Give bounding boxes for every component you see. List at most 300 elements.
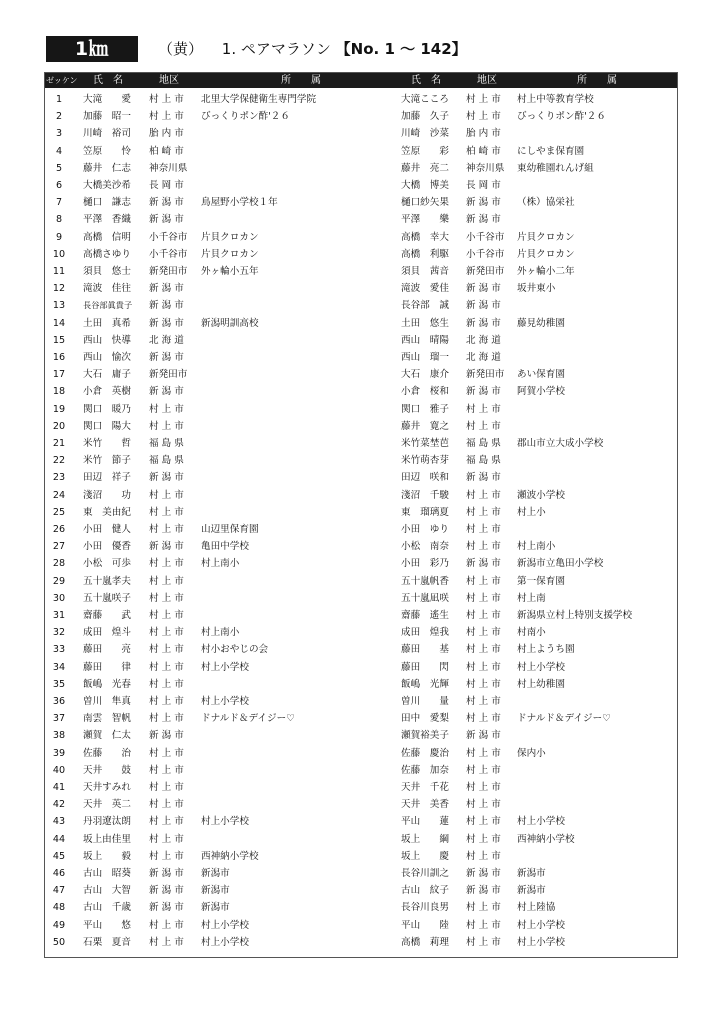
cell-no: 29 xyxy=(52,575,66,587)
cell-n1: 米竹 哲 xyxy=(83,438,131,449)
distance-badge: 1㎞ xyxy=(46,36,138,62)
cell-n2: 大滝こころ xyxy=(401,94,449,105)
cell-n1: 田辺 祥子 xyxy=(83,472,131,484)
cell-no: 36 xyxy=(52,696,66,707)
header-name-1: 氏 名 xyxy=(93,75,123,86)
table-row xyxy=(45,418,677,435)
cell-r2: 村 上 市 xyxy=(466,816,501,828)
cell-r2: 村 上 市 xyxy=(466,936,501,948)
cell-n2: 藤井 寛之 xyxy=(401,420,449,432)
header-region-1: 地区 xyxy=(159,75,179,86)
page-title xyxy=(158,38,467,60)
cell-a2: （株）協栄社 xyxy=(517,197,575,209)
cell-no: 26 xyxy=(52,524,66,535)
header-affiliation-1: 所 属 xyxy=(281,75,321,86)
cell-no: 40 xyxy=(52,764,66,776)
cell-n2: 笠原 彩 xyxy=(401,145,449,157)
cell-r2: 北 海 道 xyxy=(466,334,501,346)
cell-no: 41 xyxy=(52,782,66,793)
cell-n2: 小田 彩乃 xyxy=(401,558,449,570)
cell-a2: ドナルド＆デイジー♡ xyxy=(517,713,611,725)
cell-r2: 新 潟 市 xyxy=(466,472,501,484)
cell-a1: 村上南小 xyxy=(201,627,240,639)
cell-r1: 村 上 市 xyxy=(149,678,184,690)
cell-r2: 村 上 市 xyxy=(466,678,501,690)
cell-r2: 村 上 市 xyxy=(466,489,501,501)
cell-a1: 村上小学校 xyxy=(201,936,249,948)
cell-n1: 古山 大智 xyxy=(83,885,131,897)
cell-n1: 高橋 信明 xyxy=(83,231,131,243)
cell-r2: 村 上 市 xyxy=(466,747,501,759)
cell-a1: 村上小学校 xyxy=(201,816,249,828)
cell-r1: 村 上 市 xyxy=(149,661,184,673)
table-row xyxy=(45,934,677,951)
cell-a1: 村上小学校 xyxy=(201,919,249,931)
cell-a2: 村上小学校 xyxy=(517,936,565,948)
cell-n2: 曽川 量 xyxy=(401,696,449,707)
cell-n2: 平山 蓮 xyxy=(401,816,449,828)
table-row xyxy=(45,882,677,899)
cell-n2: 古山 紋子 xyxy=(401,885,449,897)
table-row xyxy=(45,91,677,108)
cell-no: 31 xyxy=(52,610,66,621)
cell-r1: 村 上 市 xyxy=(149,575,184,587)
cell-a1: 亀田中学校 xyxy=(201,541,249,553)
cell-n2: 藤田 基 xyxy=(401,644,449,656)
cell-n1: 天井 英二 xyxy=(83,799,131,811)
cell-a2: 新潟市立亀田小学校 xyxy=(517,558,604,570)
cell-no: 14 xyxy=(52,317,66,329)
cell-a1: 片貝クロカン xyxy=(201,231,259,243)
cell-no: 30 xyxy=(52,592,66,604)
cell-n1: 淺沼 功 xyxy=(83,489,131,501)
cell-a2: 村上ようち園 xyxy=(517,644,575,656)
header-region-2: 地区 xyxy=(477,75,497,86)
cell-r2: 村 上 市 xyxy=(466,902,501,914)
entry-table xyxy=(44,72,678,958)
cell-r2: 小千谷市 xyxy=(466,248,505,260)
cell-r2: 北 海 道 xyxy=(466,352,501,363)
cell-no: 9 xyxy=(55,231,63,243)
cell-r2: 村 上 市 xyxy=(466,764,501,776)
cell-n1: 小倉 英樹 xyxy=(83,386,131,398)
cell-n2: 小松 南奈 xyxy=(401,541,449,553)
cell-r2: 村 上 市 xyxy=(466,541,501,553)
cell-no: 2 xyxy=(55,111,63,123)
table-row xyxy=(45,383,677,400)
table-row xyxy=(45,899,677,916)
cell-n1: 天井すみれ xyxy=(83,782,131,793)
cell-a2: 村上南 xyxy=(517,592,546,604)
cell-r1: 村 上 市 xyxy=(149,782,184,793)
cell-r2: 村 上 市 xyxy=(466,524,501,535)
cell-a1: 新潟市 xyxy=(201,885,230,897)
cell-no: 33 xyxy=(52,644,66,656)
cell-n1: 丹羽遼汰朗 xyxy=(83,816,131,828)
cell-no: 24 xyxy=(52,489,66,501)
cell-r2: 村 上 市 xyxy=(466,782,501,793)
cell-r1: 新 潟 市 xyxy=(149,868,184,879)
cell-no: 22 xyxy=(52,455,66,467)
cell-no: 35 xyxy=(52,678,66,690)
cell-n2: 佐藤 加奈 xyxy=(401,764,449,776)
cell-no: 7 xyxy=(55,197,63,209)
cell-no: 45 xyxy=(52,850,66,862)
cell-r1: 新 潟 市 xyxy=(149,730,184,742)
cell-n2: 瀬賀裕美子 xyxy=(401,730,449,742)
cell-n2: 成田 煌我 xyxy=(401,627,449,639)
cell-no: 13 xyxy=(52,300,66,312)
cell-r2: 新 潟 市 xyxy=(466,300,501,312)
table-row xyxy=(45,590,677,607)
table-row xyxy=(45,297,677,314)
cell-r1: 新 潟 市 xyxy=(149,472,184,484)
cell-no: 11 xyxy=(52,266,66,277)
cell-a2: 郡山市立大成小学校 xyxy=(517,438,604,449)
table-row xyxy=(45,487,677,504)
cell-n1: 天井 鼓 xyxy=(83,764,131,776)
cell-r2: 新発田市 xyxy=(466,266,505,277)
cell-no: 19 xyxy=(52,403,66,415)
cell-r2: 新 潟 市 xyxy=(466,885,501,897)
cell-n1: 南雲 智帆 xyxy=(83,713,131,725)
cell-r2: 村 上 市 xyxy=(466,833,501,845)
table-row xyxy=(45,246,677,263)
cell-n2: 齋藤 遙生 xyxy=(401,610,449,621)
cell-n1: 加藤 昭一 xyxy=(83,111,131,123)
cell-r1: 村 上 市 xyxy=(149,816,184,828)
cell-no: 39 xyxy=(52,747,66,759)
cell-n2: 飯嶋 光輝 xyxy=(401,678,449,690)
cell-r1: 村 上 市 xyxy=(149,524,184,535)
cell-n1: 坂上由佳里 xyxy=(83,833,131,845)
cell-r1: 新発田市 xyxy=(149,369,188,381)
cell-r1: 村 上 市 xyxy=(149,627,184,639)
cell-n1: 齋藤 武 xyxy=(83,610,131,621)
cell-r1: 村 上 市 xyxy=(149,558,184,570)
table-row xyxy=(45,143,677,160)
table-row xyxy=(45,521,677,538)
cell-a2: 保内小 xyxy=(517,747,546,759)
cell-n1: 米竹 節子 xyxy=(83,455,131,467)
cell-r2: 新 潟 市 xyxy=(466,197,501,209)
cell-n2: 藤井 亮二 xyxy=(401,162,449,174)
cell-r2: 神奈川県 xyxy=(466,162,505,174)
cell-no: 17 xyxy=(52,369,66,381)
cell-n2: 滝波 愛佳 xyxy=(401,283,449,295)
cell-no: 46 xyxy=(52,868,66,879)
cell-n2: 川崎 沙菜 xyxy=(401,128,449,140)
header-affiliation-2: 所 属 xyxy=(577,75,617,86)
cell-n2: 土田 悠生 xyxy=(401,317,449,329)
table-row xyxy=(45,710,677,727)
cell-r1: 村 上 市 xyxy=(149,696,184,707)
header-name-2: 氏 名 xyxy=(411,75,441,86)
cell-a1: 新潟明訓高校 xyxy=(201,317,259,329)
cell-r2: 村 上 市 xyxy=(466,627,501,639)
cell-n1: 関口 暖乃 xyxy=(83,403,131,415)
cell-n2: 長谷川良男 xyxy=(401,902,449,914)
cell-n2: 田中 愛梨 xyxy=(401,713,449,725)
table-row xyxy=(45,452,677,469)
cell-r1: 新 潟 市 xyxy=(149,300,184,312)
table-row xyxy=(45,848,677,865)
cell-r1: 村 上 市 xyxy=(149,420,184,432)
cell-n1: 滝波 佳往 xyxy=(83,283,131,295)
cell-no: 4 xyxy=(55,145,63,157)
cell-n2: 高橋 幸大 xyxy=(401,231,449,243)
cell-no: 44 xyxy=(52,833,66,845)
cell-n2: 五十嵐帆香 xyxy=(401,575,449,587)
table-row xyxy=(45,727,677,744)
cell-r2: 福 島 県 xyxy=(466,455,501,467)
table-row xyxy=(45,573,677,590)
cell-no: 25 xyxy=(52,506,66,518)
table-row xyxy=(45,263,677,280)
cell-a1: 北里大学保健衛生専門学院 xyxy=(201,94,317,105)
cell-a2: 村上小学校 xyxy=(517,816,565,828)
cell-n1: 坂上 毅 xyxy=(83,850,131,862)
table-row xyxy=(45,125,677,142)
table-row xyxy=(45,796,677,813)
cell-n1: 曽川 隼真 xyxy=(83,696,131,707)
cell-n2: 長谷川訓之 xyxy=(401,868,449,879)
cell-r1: 村 上 市 xyxy=(149,592,184,604)
cell-n2: 坂上 綱 xyxy=(401,833,449,845)
cell-r2: 村 上 市 xyxy=(466,403,501,415)
cell-r1: 柏 崎 市 xyxy=(149,145,184,157)
cell-r1: 村 上 市 xyxy=(149,713,184,725)
cell-r2: 新 潟 市 xyxy=(466,317,501,329)
cell-n1: 東 美由紀 xyxy=(83,506,131,518)
cell-n1: 笠原 怜 xyxy=(83,145,131,157)
cell-no: 43 xyxy=(52,816,66,828)
cell-no: 50 xyxy=(52,936,66,948)
cell-a2: 外ヶ輪小二年 xyxy=(517,266,575,277)
cell-a1: 新潟市 xyxy=(201,902,230,914)
cell-a1: ドナルド＆デイジー♡ xyxy=(201,713,295,725)
cell-a1: 外ヶ輪小五年 xyxy=(201,266,259,277)
cell-a2: 新潟市 xyxy=(517,885,546,897)
cell-r1: 新 潟 市 xyxy=(149,386,184,398)
table-header xyxy=(45,73,677,88)
cell-a2: にしやま保育園 xyxy=(517,145,585,157)
cell-r1: 新 潟 市 xyxy=(149,902,184,914)
cell-n1: 瀬賀 仁太 xyxy=(83,730,131,742)
table-row xyxy=(45,315,677,332)
cell-n1: 佐藤 治 xyxy=(83,747,131,759)
cell-no: 6 xyxy=(55,180,63,191)
header-bib: ゼッケン xyxy=(46,76,78,85)
cell-a1: 鳥屋野小学校１年 xyxy=(201,197,278,209)
cell-n2: 小倉 桜和 xyxy=(401,386,449,398)
cell-a1: 西神納小学校 xyxy=(201,850,259,862)
cell-r2: 新 潟 市 xyxy=(466,283,501,295)
cell-a1: 新潟市 xyxy=(201,868,230,879)
table-row xyxy=(45,229,677,246)
table-row xyxy=(45,194,677,211)
cell-n1: 樋口 謙志 xyxy=(83,197,131,209)
cell-no: 10 xyxy=(52,248,66,260)
cell-r2: 新 潟 市 xyxy=(466,868,501,879)
table-row xyxy=(45,435,677,452)
cell-a2: 村上南小 xyxy=(517,541,556,553)
cell-r2: 村 上 市 xyxy=(466,420,501,432)
cell-r1: 新 潟 市 xyxy=(149,214,184,226)
cell-r1: 新発田市 xyxy=(149,266,188,277)
cell-r2: 村 上 市 xyxy=(466,644,501,656)
cell-n2: 東 瑠璃夏 xyxy=(401,506,449,518)
cell-r2: 村 上 市 xyxy=(466,661,501,673)
cell-n1: 西山 愉次 xyxy=(83,352,131,363)
cell-r1: 新 潟 市 xyxy=(149,283,184,295)
cell-a1: 山辺里保育園 xyxy=(201,524,259,535)
cell-n2: 淺沼 千駿 xyxy=(401,489,449,501)
cell-r1: 村 上 市 xyxy=(149,764,184,776)
table-row xyxy=(45,607,677,624)
cell-n2: 天井 千花 xyxy=(401,782,449,793)
cell-n1: 大石 庸子 xyxy=(83,369,131,381)
cell-a2: 村上陸協 xyxy=(517,902,556,914)
cell-no: 32 xyxy=(52,627,66,639)
cell-n2: 高橋 利駆 xyxy=(401,248,449,260)
cell-r1: 村 上 市 xyxy=(149,489,184,501)
cell-no: 15 xyxy=(52,334,66,346)
cell-no: 49 xyxy=(52,919,66,931)
cell-r1: 新 潟 市 xyxy=(149,197,184,209)
cell-r1: 村 上 市 xyxy=(149,94,184,105)
cell-r2: 新 潟 市 xyxy=(466,730,501,742)
cell-r1: 福 島 県 xyxy=(149,438,184,449)
cell-no: 18 xyxy=(52,386,66,398)
cell-r1: 神奈川県 xyxy=(149,162,188,174)
cell-no: 37 xyxy=(52,713,66,725)
cell-n1: 大滝 愛 xyxy=(83,94,131,105)
cell-r1: 小千谷市 xyxy=(149,248,188,260)
cell-n2: 大石 康介 xyxy=(401,369,449,381)
cell-n2: 平山 陸 xyxy=(401,919,449,931)
cell-n1: 古山 千歳 xyxy=(83,902,131,914)
table-row xyxy=(45,366,677,383)
table-row xyxy=(45,177,677,194)
cell-n1: 五十嵐咲子 xyxy=(83,592,131,604)
cell-r1: 新 潟 市 xyxy=(149,317,184,329)
cell-no: 21 xyxy=(52,438,66,449)
cell-n2: 西山 晴陽 xyxy=(401,334,449,346)
cell-n1: 藤田 律 xyxy=(83,661,131,673)
cell-no: 47 xyxy=(52,885,66,897)
cell-no: 8 xyxy=(55,214,63,226)
cell-n1: 小田 優香 xyxy=(83,541,131,553)
cell-n2: 加藤 久子 xyxy=(401,111,449,123)
cell-n2: 大橋 博美 xyxy=(401,180,449,191)
cell-no: 27 xyxy=(52,541,66,553)
table-row xyxy=(45,624,677,641)
cell-n2: 坂上 慶 xyxy=(401,850,449,862)
cell-n1: 藤田 亮 xyxy=(83,644,131,656)
cell-n2: 樋口紗矢果 xyxy=(401,197,449,209)
cell-n1: 大橋美沙希 xyxy=(83,180,131,191)
cell-n1: 西山 快導 xyxy=(83,334,131,346)
cell-n1: 平澤 香織 xyxy=(83,214,131,226)
cell-r2: 村 上 市 xyxy=(466,506,501,518)
cell-n2: 高橋 莉理 xyxy=(401,936,449,948)
cell-n2: 藤田 閃 xyxy=(401,661,449,673)
cell-n2: 米竹萌杏芽 xyxy=(401,455,449,467)
cell-r1: 村 上 市 xyxy=(149,644,184,656)
cell-a2: 片貝クロカン xyxy=(517,231,575,243)
cell-r1: 村 上 市 xyxy=(149,919,184,931)
cell-n1: 小松 可歩 xyxy=(83,558,131,570)
cell-a2: 新潟県立村上特別支援学校 xyxy=(517,610,633,621)
cell-r1: 新 潟 市 xyxy=(149,885,184,897)
cell-n2: 田辺 咲和 xyxy=(401,472,449,484)
cell-n1: 長谷部眞貴子 xyxy=(83,300,133,311)
cell-n2: 関口 雅子 xyxy=(401,403,449,415)
cell-r1: 村 上 市 xyxy=(149,833,184,845)
cell-no: 23 xyxy=(52,472,66,484)
cell-a2: 村南小 xyxy=(517,627,546,639)
table-row xyxy=(45,160,677,177)
cell-no: 3 xyxy=(55,128,63,140)
cell-n1: 小田 健人 xyxy=(83,524,131,535)
table-row xyxy=(45,280,677,297)
cell-a2: 瀬波小学校 xyxy=(517,489,565,501)
table-row xyxy=(45,349,677,366)
cell-r2: 村 上 市 xyxy=(466,592,501,604)
cell-r2: 村 上 市 xyxy=(466,696,501,707)
event-name: 1. ペアマラソン xyxy=(221,40,331,58)
cell-a1: 村上小学校 xyxy=(201,696,249,707)
cell-a2: 東幼稚園れんげ組 xyxy=(517,162,594,174)
cell-n2: 天井 美香 xyxy=(401,799,449,811)
cell-r1: 村 上 市 xyxy=(149,403,184,415)
cell-r1: 村 上 市 xyxy=(149,850,184,862)
cell-r2: 村 上 市 xyxy=(466,799,501,811)
cell-a2: びっくりポン酢'２６ xyxy=(517,111,606,123)
cell-n1: 古山 昭葵 xyxy=(83,868,131,879)
cell-r2: 村 上 市 xyxy=(466,94,501,105)
cell-n2: 小田 ゆり xyxy=(401,524,449,535)
cell-r1: 福 島 県 xyxy=(149,455,184,467)
cell-n2: 五十嵐凪咲 xyxy=(401,592,449,604)
cell-a2: 村上小学校 xyxy=(517,661,565,673)
cell-a2: 村上小学校 xyxy=(517,919,565,931)
cell-n2: 西山 瑠一 xyxy=(401,352,449,363)
cell-r2: 村 上 市 xyxy=(466,713,501,725)
cell-no: 1 xyxy=(55,94,63,105)
table-row xyxy=(45,676,677,693)
cell-r2: 村 上 市 xyxy=(466,575,501,587)
cell-n1: 飯嶋 光春 xyxy=(83,678,131,690)
cell-r2: 長 岡 市 xyxy=(466,180,501,191)
cell-no: 5 xyxy=(55,162,63,174)
cell-n1: 須貝 悠士 xyxy=(83,266,131,277)
cell-n2: 佐藤 慶治 xyxy=(401,747,449,759)
cell-r1: 村 上 市 xyxy=(149,799,184,811)
table-row xyxy=(45,504,677,521)
cell-no: 38 xyxy=(52,730,66,742)
cell-n1: 土田 真希 xyxy=(83,317,131,329)
cell-n1: 成田 煌斗 xyxy=(83,627,131,639)
cell-no: 42 xyxy=(52,799,66,811)
cell-no: 48 xyxy=(52,902,66,914)
table-row xyxy=(45,108,677,125)
cell-a2: あい保育園 xyxy=(517,369,565,381)
cell-n1: 高橋さゆり xyxy=(83,248,131,260)
table-row xyxy=(45,813,677,830)
cell-r1: 村 上 市 xyxy=(149,111,184,123)
